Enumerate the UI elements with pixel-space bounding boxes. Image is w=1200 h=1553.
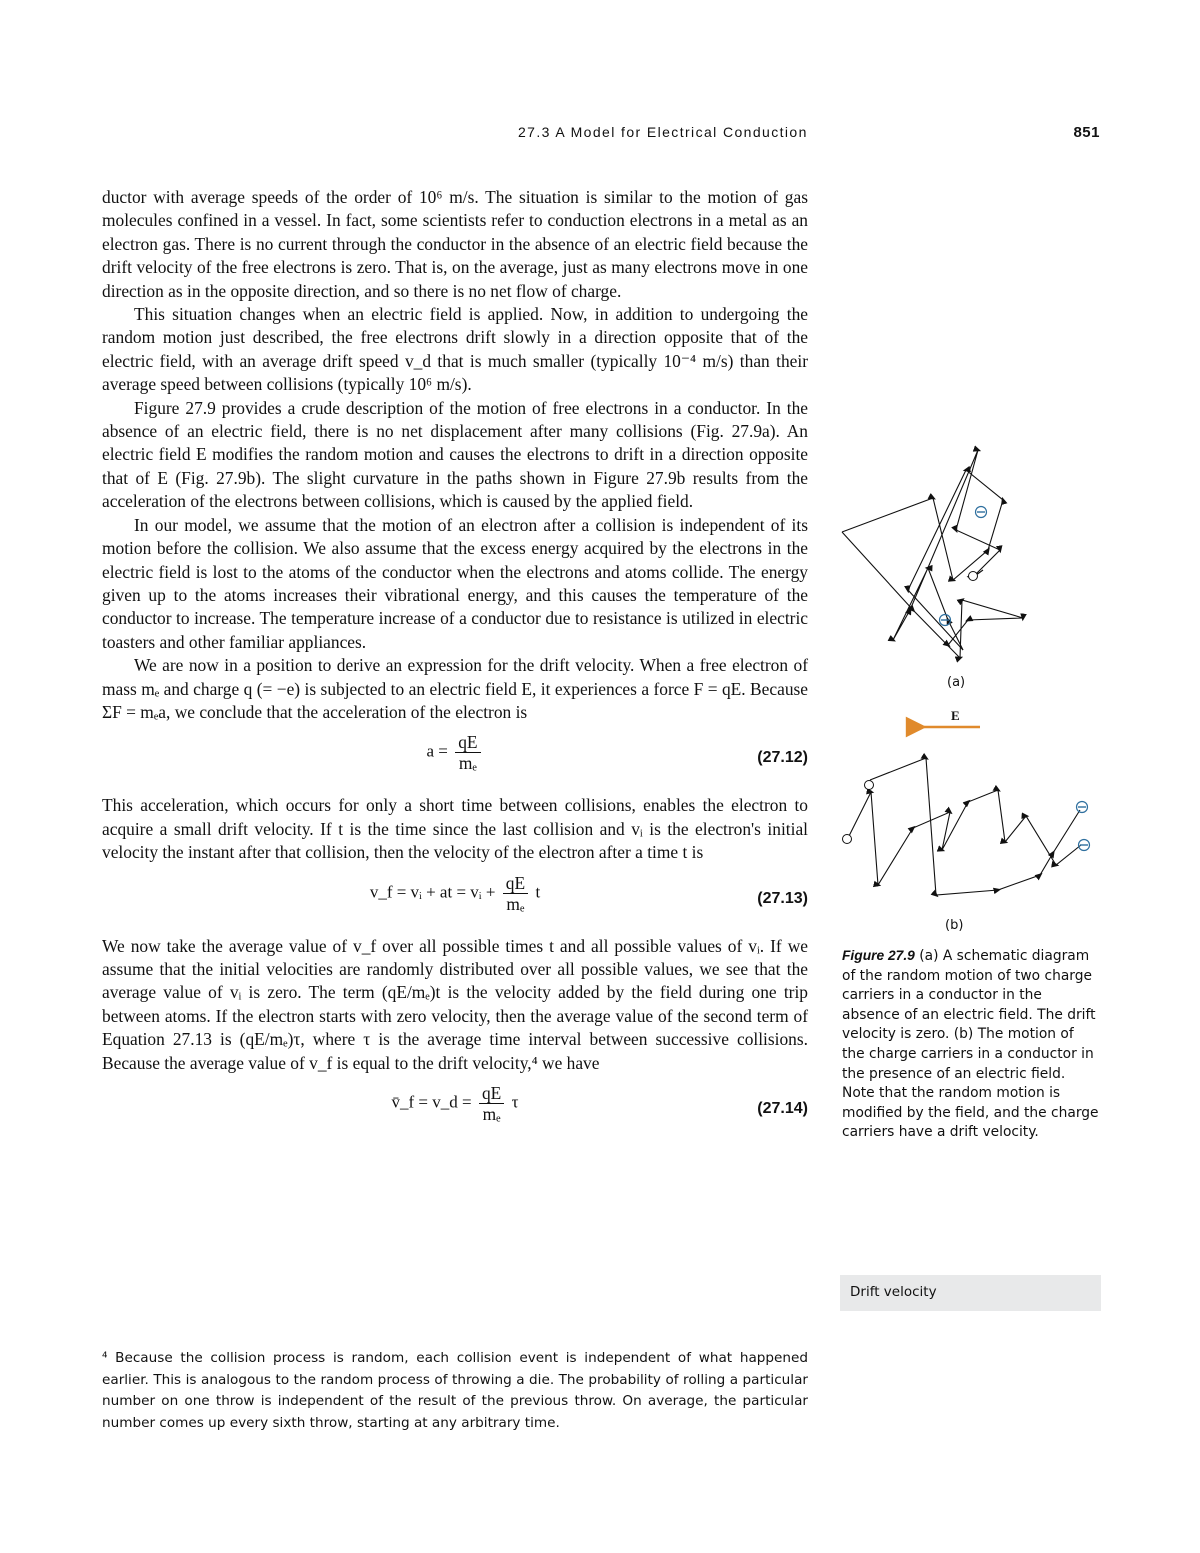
path-a-1 [842, 470, 1003, 650]
equation-27-12 [102, 732, 808, 784]
eq14-denominator: mₑ [482, 1104, 501, 1124]
paragraph-1: ductor with average speeds of the order of 10⁶ m/s. The situation is similar to the motion of gas molecules confined in a vessel. In fact, some scientists refer to conduction electrons in a metal as an electron gas. There is no current through the conductor in the absence of an electric field because the drift velocity of the free electrons is zero. That is, on the average, just as many electrons move in one direction as in the opposite direction, and so there is no net flow of charge. [102, 187, 808, 301]
path-b-2 [848, 790, 1081, 885]
atom-a-1 [969, 572, 978, 581]
paragraph-5: We are now in a position to derive an expression for the drift velocity. When a free electron of mass mₑ and charge q (= −e) is subjected to an electric field E, it experiences a force F = qE. Because ΣF = mₑa, we conclude that the acceleration of the electron is [102, 655, 808, 722]
label-a: (a) [947, 675, 966, 690]
panel-b-electrons [843, 781, 1090, 851]
eq13-fraction [503, 873, 528, 914]
eq13-number: (27.13) [757, 889, 808, 907]
caption-text: (a) A schematic diagram of the random motion of two charge carriers in a conductor in the absence of an electric field. The drift velocity is zero. (b) The motion of the charge carriers in a conductor in the presence of an electric field. Note that the random motion is modified by the field, and the charge carriers have a drift velocity. [842, 948, 1099, 1141]
figure-caption [842, 946, 1100, 1143]
field-label: E [951, 708, 960, 723]
footnote: ⁴ Because the collision process is random, each collision event is independent of what happened earlier. This is analogous to the random process of throwing a die. The probability of rolling a particular number on one throw is independent of the result of the previous throw. On average, the particular number comes up every sixth throw, starting at any arbitrary time. [102, 1350, 808, 1431]
atom-b-1 [865, 781, 874, 790]
equation-27-14 [102, 1083, 808, 1135]
eq13-denominator: mₑ [506, 893, 525, 914]
eq13-lhs: v_f = vᵢ + at = vᵢ + [369, 882, 496, 902]
main-text [102, 186, 808, 1145]
label-b: (b) [945, 918, 964, 933]
caption-label: Figure 27.9 [842, 948, 915, 963]
panel-b-paths [848, 758, 1081, 895]
path-a-3 [842, 532, 1023, 658]
figure-27-9 [838, 440, 1100, 940]
eq12-lhs: a = [426, 741, 448, 761]
eq13-numerator: qE [503, 873, 528, 894]
eq12-number: (27.12) [757, 749, 808, 767]
eq12-fraction [455, 732, 480, 773]
panel-a-paths [842, 450, 1023, 658]
eq12-numerator: qE [455, 732, 480, 753]
paragraph-4: In our model, we assume that the motion of an electron after a collision is independent of its motion before the collision. We also assume that the excess energy acquired by the electrons in the electric field is lost to the atoms of the conductor when the electrons and atoms collide. The energy given up to the atoms increases their vibrational energy, and this causes the temperature of the conductor to increase. The temperature increase of a conductor due to resistance is utilized in electric toasters and other familiar appliances. [102, 514, 808, 652]
equation-27-13 [102, 873, 808, 925]
eq14-tail: τ [511, 1092, 519, 1112]
page-number: 851 [1073, 124, 1100, 141]
running-head: 27.3 A Model for Electrical Conduction [518, 124, 808, 140]
paragraph-3: Figure 27.9 provides a crude description of the motion of free electrons in a conductor. In the absence of an electric field, there is no net displacement after many collisions (Fig. 27.9a). An electric field E modifies the random motion and causes the electrons to drift in a direction opposite that of E (Fig. 27.9b). The slight curvature in the paths shown in Figure 27.9b results from the acceleration of the electrons between collisions, which is caused by the applied field. [102, 397, 808, 512]
paragraph-2: This situation changes when an electric field is applied. Now, in addition to undergoing the random motion just described, the free electrons drift slowly in a direction opposite that of the electric field, with an average drift speed v_d that is much smaller (typically 10⁻⁴ m/s) than their average speed between collisions (typically 10⁶ m/s). [102, 304, 808, 395]
eq14-number: (27.14) [757, 1100, 808, 1117]
path-b-1 [870, 758, 1080, 895]
atom-b-2 [843, 835, 852, 844]
eq14-fraction [479, 1083, 504, 1124]
paragraph-6: This acceleration, which occurs for only a short time between collisions, enables the electron to acquire a small drift velocity. If t is the time since the last collision and vᵢ is the electron's initial velocity the instant after that collision, then the velocity of the electron after a time t is [102, 795, 808, 863]
margin-note [840, 1275, 1101, 1311]
margin-note-text: Drift velocity [850, 1284, 937, 1300]
eq13-tail: t [535, 882, 541, 902]
eq14-lhs: v̄_f = v_d = [391, 1092, 472, 1112]
paragraph-7: We now take the average value of v_f over all possible times t and all possible values of vᵢ. If we assume that the initial velocities are randomly distributed over all possible values, we see that the average value of vᵢ is zero. The term (qE/mₑ)t is the velocity added by the field during one trip between atoms. If the electron starts with zero velocity, then the average value of the second term of Equation 27.13 is (qE/mₑ)τ, where τ is the average time interval between successive collisions. Because the average value of v_f is equal to the drift velocity,⁴ we have [102, 935, 808, 1073]
eq14-numerator: qE [479, 1083, 504, 1104]
eq12-denominator: mₑ [458, 753, 477, 774]
page-header [0, 124, 1200, 148]
